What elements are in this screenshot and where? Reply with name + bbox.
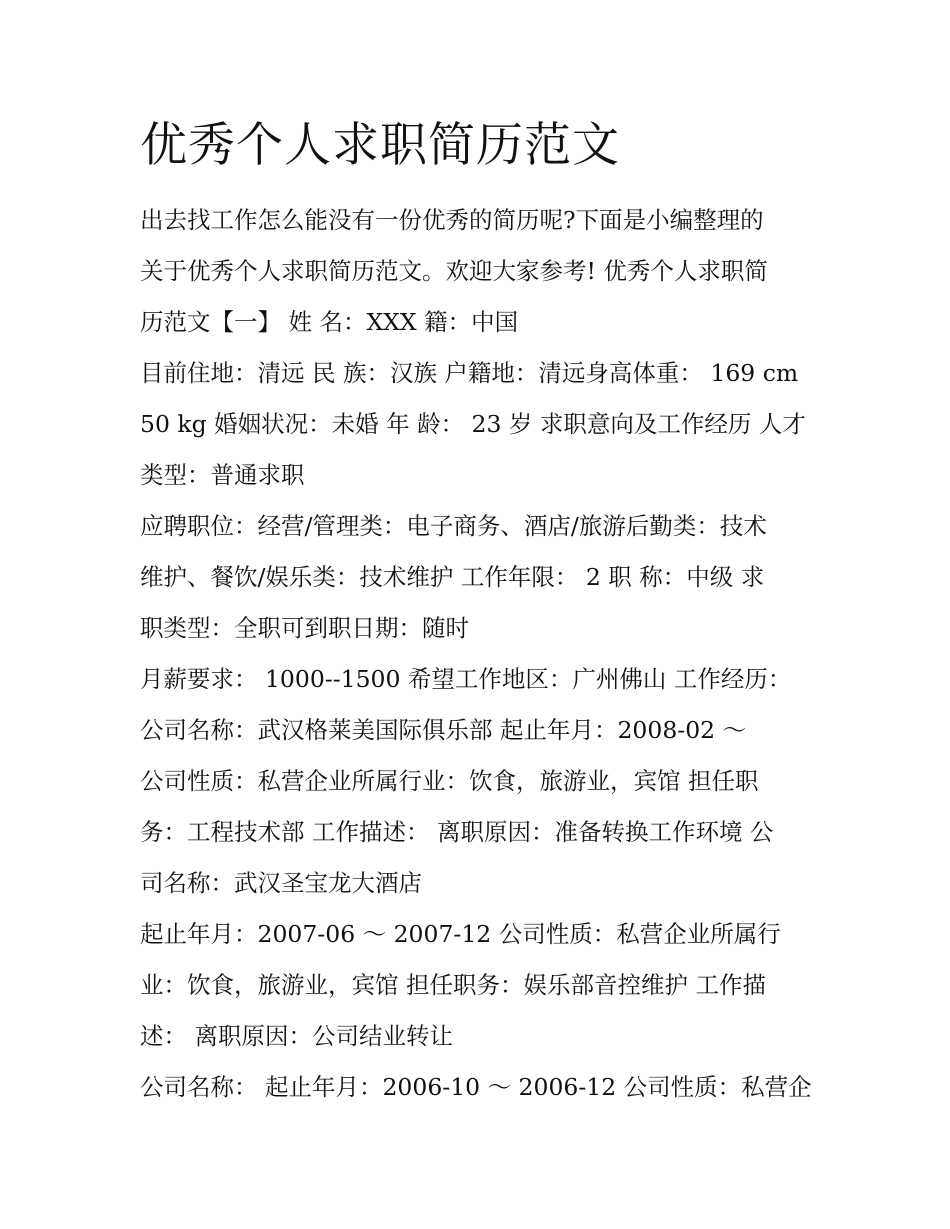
body-line-10: 月薪要求： 1000--1500 希望工作地区：广州佛山 工作经历：: [140, 665, 792, 693]
body-line-13: 务：工程技术部 工作描述： 离职原因：准备转换工作环境 公: [140, 818, 774, 846]
body-line-6: 类型：普通求职: [140, 461, 305, 489]
body-line-5: 50 kg 婚姻状况：未婚 年 龄： 23 岁 求职意向及工作经历 人才: [140, 410, 806, 438]
body-line-3: 历范文【一】 姓 名：XXX 籍：中国: [140, 308, 519, 336]
document-title: 优秀个人求职简历范文: [140, 118, 620, 173]
body-line-1: 出去找工作怎么能没有一份优秀的简历呢?下面是小编整理的: [140, 206, 764, 234]
body-line-9: 职类型：全职可到职日期：随时: [140, 614, 469, 642]
body-line-18: 公司名称： 起止年月：2006-10 ～ 2006-12 公司性质：私营企: [140, 1073, 812, 1101]
body-line-2: 关于优秀个人求职简历范文。欢迎大家参考! 优秀个人求职简: [140, 257, 768, 285]
body-line-8: 维护、餐饮/娱乐类：技术维护 工作年限： 2 职 称：中级 求: [140, 563, 765, 591]
body-line-16: 业：饮食，旅游业，宾馆 担任职务：娱乐部音控维护 工作描: [140, 971, 766, 999]
body-line-11: 公司名称：武汉格莱美国际俱乐部 起止年月：2008-02 ～: [140, 716, 747, 744]
body-line-15: 起止年月：2007-06 ～ 2007-12 公司性质：私营企业所属行: [140, 920, 781, 948]
body-line-17: 述： 离职原因：公司结业转让: [140, 1022, 453, 1050]
body-line-4: 目前住地：清远 民 族：汉族 户籍地：清远身高体重： 169 cm: [140, 359, 799, 387]
body-line-7: 应聘职位：经营/管理类：电子商务、酒店/旅游后勤类：技术: [140, 512, 767, 540]
body-line-14: 司名称：武汉圣宝龙大酒店: [140, 869, 422, 897]
body-line-12: 公司性质：私营企业所属行业：饮食，旅游业，宾馆 担任职: [140, 767, 759, 795]
